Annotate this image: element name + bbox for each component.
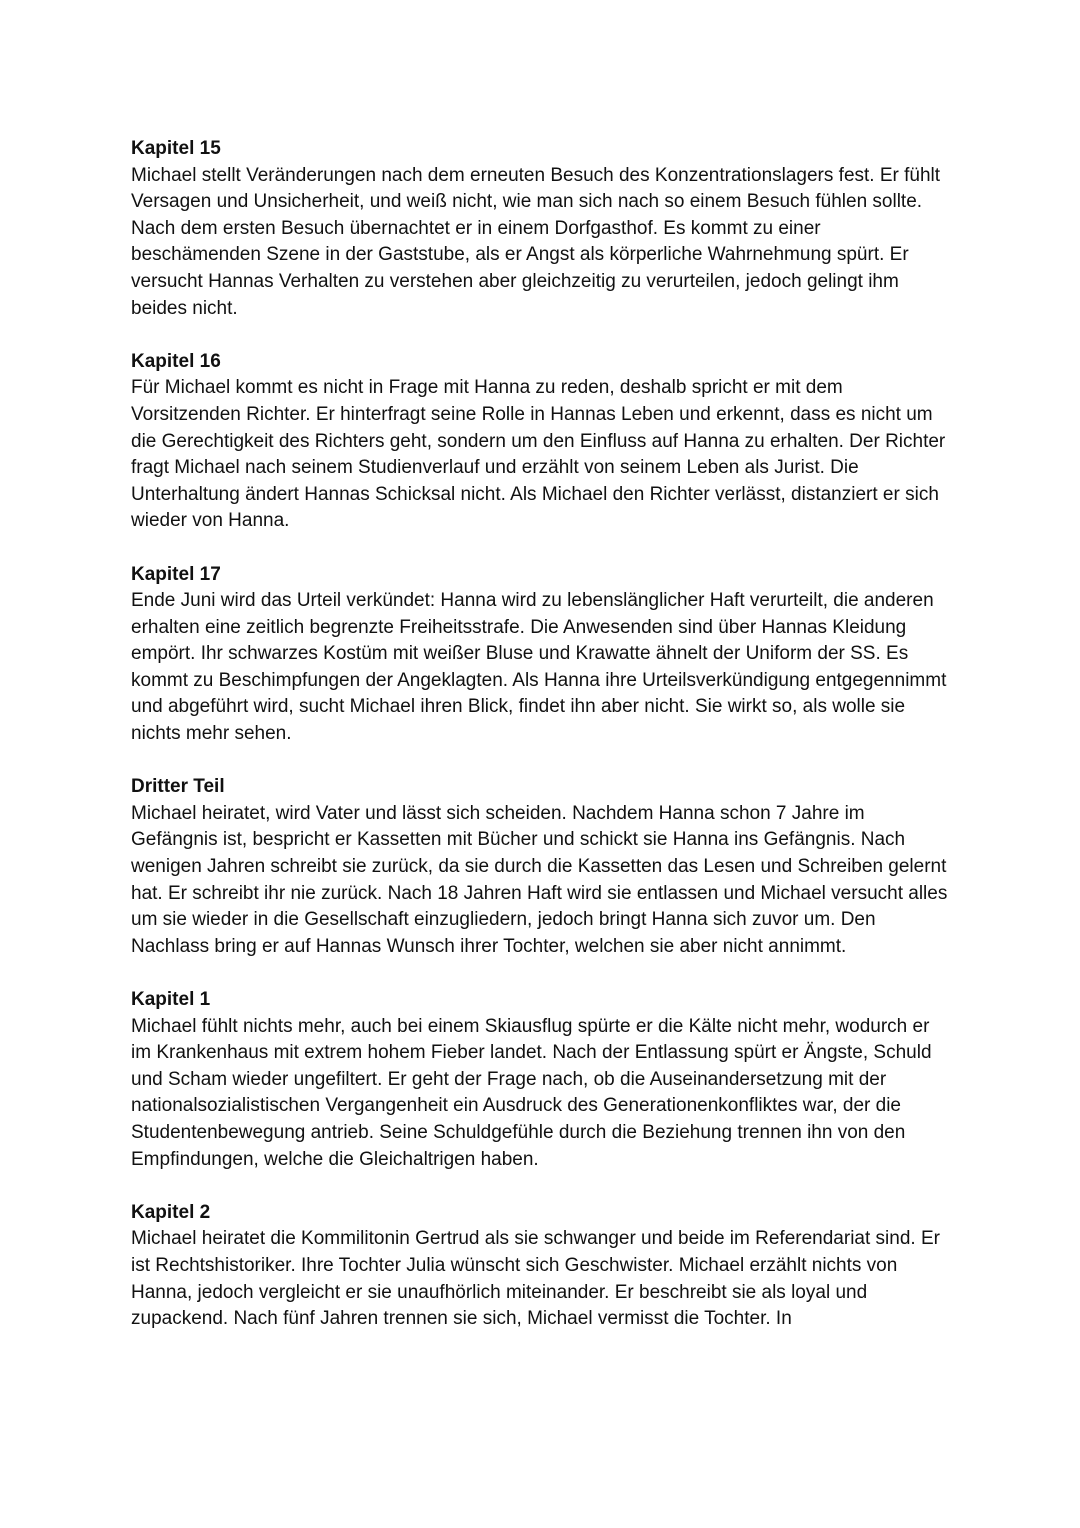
section-heading: Kapitel 2 [131,1201,211,1223]
section-heading: Kapitel 15 [131,138,221,159]
section-heading: Kapitel 1 [131,989,211,1010]
section-text: Ende Juni wird das Urteil verkündet: Hanna wird zu lebenslänglicher Haft verurteilt, die anderen erhalten eine zeitlich begrenzte Freiheitsstrafe. Die Anwesenden sind über Hannas Kleidung empört. Ihr schwarzes Kostüm mit weißer Bluse und Krawatte ähnelt der Uniform der SS. Es kommt zu Beschimpfungen der Angeklagten. Als Hanna ihre Urteilsverkündigung entgegennimmt und abgeführt wird, sucht Michael ihren Blick, findet ihn aber nicht. Sie wirkt so, als wolle sie nichts mehr sehen. [131,590,947,745]
section-kapitel-2 [131,1200,951,1333]
section-text: Michael fühlt nichts mehr, auch bei einem Skiausflug spürte er die Kälte nicht mehr, wodurch er im Krankenhaus mit extrem hohem Fieber landet. Nach der Entlassung spürt er Ängste, Schuld und Scham wieder ungefiltert. Er geht der Frage nach, ob die Auseinandersetzung mit der nationalsozialistischen Vergangenheit ein Ausdruck des Generationenkonfliktes war, der die Studentenbewegung antrieb. Seine Schuldgefühle durch die Beziehung trennen ihn von den Empfindungen, welche die Gleichaltrigen haben. [131,1015,932,1170]
section-heading: Dritter Teil [131,776,225,798]
section-kapitel-16 [131,349,951,535]
section-heading: Kapitel 16 [131,350,221,372]
document-page [131,136,951,1359]
section-heading: Kapitel 17 [131,563,221,585]
section-kapitel-1 [131,987,951,1173]
section-text: Michael heiratet, wird Vater und lässt sich scheiden. Nachdem Hanna schon 7 Jahre im Gefängnis ist, bespricht er Kassetten mit Bücher und schickt sie Hanna ins Gefängnis. Nach wenigen Jahren schreibt sie zurück, da sie durch die Kassetten das Lesen und Schreiben gelernt hat. Er schreibt ihr nie zurück. Nach 18 Jahren Haft wird sie entlassen und Michael versucht alles um sie wieder in die Gesellschaft einzugliedern, jedoch bringt Hanna sich zuvor um. Den Nachlass bring er auf Hannas Wunsch ihrer Tochter, welchen sie aber nicht annimmt. [131,802,948,957]
section-text: Michael stellt Veränderungen nach dem erneuten Besuch des Konzentrationslagers fest. Er fühlt Versagen und Unsicherheit, und weiß nicht, wie man sich nach so einem Besuch fühlen sollte. Nach dem ersten Besuch übernachtet er in einem Dorfgasthof. Es kommt zu einer beschämenden Szene in der Gaststube, als er Angst als körperliche Wahrnehmung spürt. Er versucht Hannas Verhalten zu verstehen aber gleichzeitig zu verurteilen, jedoch gelingt ihm beides nicht. [131,164,941,319]
section-kapitel-15 [131,136,951,322]
section-text: Michael heiratet die Kommilitonin Gertrud als sie schwanger und beide im Referendariat sind. Er ist Rechtshistoriker. Ihre Tochter Julia wünscht sich Geschwister. Michael erzählt nichts von Hanna, jedoch vergleicht er sie unaufhörlich miteinander. Er beschreibt sie als loyal und zupackend. Nach fünf Jahren trennen sie sich, Michael vermisst die Tochter. In [131,1228,940,1330]
section-dritter-teil [131,774,951,960]
section-text: Für Michael kommt es nicht in Frage mit Hanna zu reden, deshalb spricht er mit dem Vorsitzenden Richter. Er hinterfragt seine Rolle in Hannas Leben und erkennt, dass es nicht um die Gerechtigkeit des Richters geht, sondern um den Einfluss auf Hanna zu erhalten. Der Richter fragt Michael nach seinem Studienverlauf und erzählt von seinem Leben als Jurist. Die Unterhaltung ändert Hannas Schicksal nicht. Als Michael den Richter verlässt, distanziert er sich wieder von Hanna. [131,377,946,532]
section-kapitel-17 [131,562,951,748]
